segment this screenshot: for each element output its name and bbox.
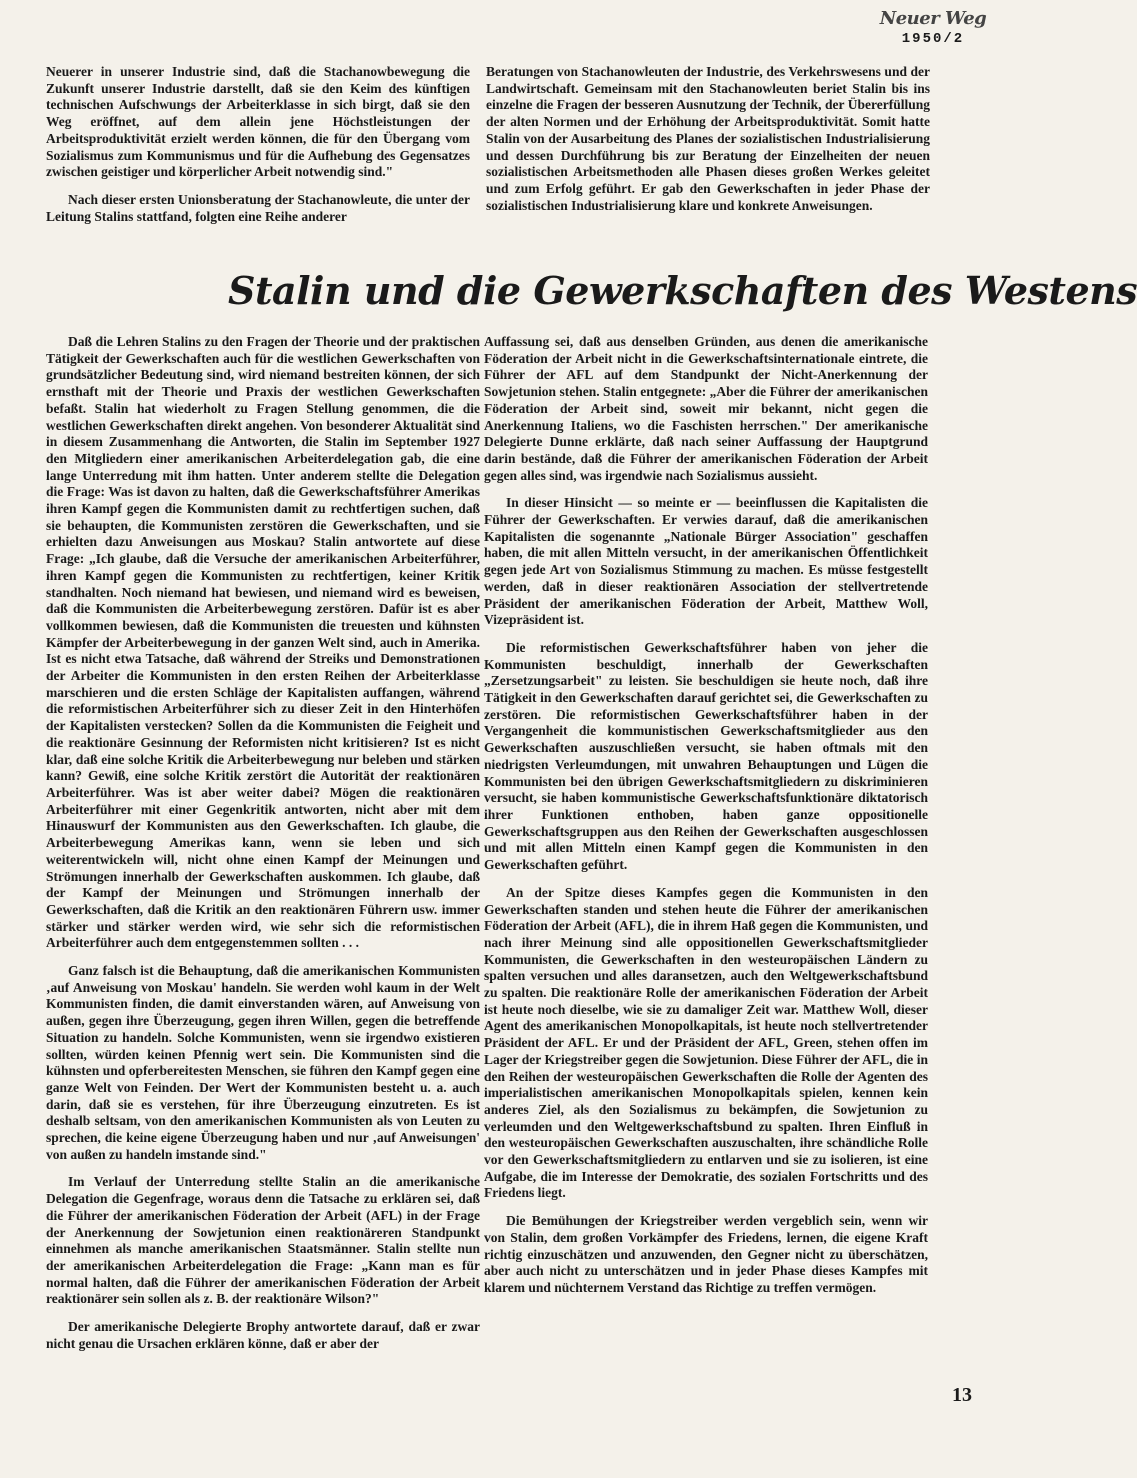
paragraph: Die Bemühungen der Kriegstreiber werden vergeblich sein, wenn wir von Stalin, dem großen Vorkämpfer des Friedens, lernen, die eigene Kraft richtig einzuschätzen und anzuwenden, den Gegner nicht zu überschätzen, aber auch nicht zu unterschätzen und in jeder Phase dieses Kampfes mit klarem und nüchternem Verstand das Richtige zu treffen vermögen.: [484, 1213, 928, 1295]
top-right-column: [486, 64, 930, 225]
paragraph: Auffassung sei, daß aus denselben Gründen, aus denen die amerikanische Föderation der Arbeit nicht in die Gewerkschaftsinternationale eintrete, die Führer der AFL auf dem Standpunkt der Nicht-Anerkennung der Sowjetunion stehen. Stalin entgegnete: „Aber die Führer der amerikanischen Föderation der Arbeit sind, soweit mir bekannt, nicht gegen die Anerkennung Italiens, wo die Faschisten herrschen." Der amerikanische Delegierte Dunne erklärte, daß nach seiner Auffassung der Hauptgrund darin bestände, daß die Führer der amerikanischen Föderation der Arbeit gegen alles sind, was irgendwie nach Sozialismus aussieht.: [484, 334, 928, 483]
paragraph: Die reformistischen Gewerkschaftsführer haben von jeher die Kommunisten beschuldigt, innerhalb der Gewerkschaften „Zersetzungsarbeit" zu leisten. Sie beschuldigen sie heute noch, daß ihre Tätigkeit in den Gewerkschaften darauf gerichtet sei, die Gewerkschaften zu zerstören. Die reformistischen Gewerkschaftsführer haben in der Vergangenheit die kommunistischen Gewerkschaftsmitglieder aus den Gewerkschaften auszuschließen versucht, sie haben oftmals mit den niedrigsten Verleumdungen, mit unwahren Behauptungen und Lügen die Kommunisten bei den übrigen Gewerkschaftsmitgliedern zu diskriminieren versucht, sie haben kommunistische Gewerkschaftsfunktionäre diktatorisch ihrer Funktionen enthoben, haben ganze oppositionelle Gewerkschaftsgruppen aus den Reihen der Gewerkschaften ausgeschlossen und mit allen Mitteln einen Kampf gegen die Kommunisten in den Gewerkschaften geführt.: [484, 639, 928, 873]
paragraph: Im Verlauf der Unterredung stellte Stalin an die amerikanische Delegation die Gegenfrage, woraus denn die Tatsache zu erklären sei, daß die Führer der amerikanischen Föderation der Arbeit (AFL) in der Frage der Anerkennung der Sowjetunion einen reaktionäreren Standpunkt einnehmen als manche amerikanischen Staatsmänner. Stalin stellte nun der amerikanischen Arbeiterdelegation die Frage: „Kann man es für normal halten, daß die Führer der amerikanischen Föderation der Arbeit reaktionärer sein sollen als z. B. der reaktionäre Wilson?": [46, 1174, 480, 1307]
main-left-column: [46, 334, 480, 1363]
paragraph: Ganz falsch ist die Behauptung, daß die amerikanischen Kommunisten ‚auf Anweisung von Moskau' handeln. Sie werden wohl kaum in der Welt Kommunisten finden, die damit einverstanden wären, auf Anweisung von außen, gegen ihre Überzeugung, gegen ihren Willen, gegen die betreffende Situation zu handeln. Solche Kommunisten, wenn sie irgendwo existieren sollten, würden keinen Pfennig wert sein. Die Kommunisten sind die kühnsten und opferbereitesten Menschen, sie führen den Kampf gegen eine ganze Welt von Feinden. Der Wert der Kommunisten besteht u. a. auch darin, daß sie es verstehen, für ihre Überzeugung einzutreten. Es ist deshalb seltsam, von den amerikanischen Kommunisten als von Leuten zu sprechen, die keine eigene Überzeugung haben und nur ‚auf Anweisungen' von außen zu handeln imstande sind.": [46, 963, 480, 1162]
main-right-column: [484, 334, 928, 1308]
paragraph: Daß die Lehren Stalins zu den Fragen der Theorie und der praktischen Tätigkeit der Gewerkschaften auch für die westlichen Gewerkschaften von grundsätzlicher Bedeutung sind, wird niemand bestreiten können, der sich ernsthaft mit der Theorie und Praxis der westlichen Gewerkschaften befaßt. Stalin hat wiederholt zu Fragen Stellung genommen, die die westlichen Gewerkschaften direkt angehen. Von besonderer Aktualität sind in diesem Zusammenhang die Antworten, die Stalin im September 1927 den Mitgliedern einer amerikanischen Arbeiterdelegation gab, die eine lange Unterredung mit ihm hatten. Unter anderem stellte die Delegation die Frage: Was ist davon zu halten, daß die Gewerkschaftsführer Amerikas ihren Kampf gegen die Kommunisten damit zu rechtfertigen suchen, daß sie behaupten, die Kommunisten zerstören die Gewerkschaften, und sie erhielten dazu Anweisungen aus Moskau? Stalin antwortete auf diese Frage: „Ich glaube, daß die Versuche der amerikanischen Arbeiterführer, ihren Kampf gegen die Kommunisten zu rechtfertigen, keiner Kritik standhalten. Noch niemand hat bewiesen, und niemand wird es beweisen, daß die Kommunisten die Arbeiterbewegung zerstören. Dafür ist es aber vollkommen bewiesen, daß die Kommunisten die treuesten und kühnsten Kämpfer der Arbeiterbewegung in der ganzen Welt sind, auch in Amerika. Ist es nicht etwa Tatsache, daß während der Streiks und Demonstrationen der Arbeiter die Kommunisten in den ersten Reihen der Arbeiterklasse marschieren und die ersten Schläge der Kapitalisten auffangen, während die reformistischen Arbeiterführer sich zu dieser Zeit in den Hinterhöfen der Kapitalisten verstecken? Sollen da die Kommunisten die Feigheit und die reaktionäre Gesinnung der Reformisten nicht kritisieren? Ist es nicht klar, daß eine solche Kritik die Arbeiterbewegung nur beleben und stärken kann? Gewiß, eine solche Kritik zerstört die Autorität der reaktionären Arbeiterführer. Was ist aber weiter dabei? Mögen die reaktionären Arbeiterführer mit einer Gegenkritik antworten, nicht aber mit dem Hinauswurf der Kommunisten aus den Gewerkschaften. Ich glaube, die Arbeiterbewegung Amerikas kann, wenn sie leben und sich weiterentwickeln will, nicht ohne einen Kampf der Meinungen und Strömungen innerhalb der Gewerkschaften auskommen. Ich glaube, daß der Kampf der Meinungen und Strömungen innerhalb der Gewerkschaften, daß die Kritik an den reaktionären Führern usw. immer stärker und stärker werden wird, wie sehr sich die reformistischen Arbeiterführer auch dem entgegenstemmen sollten . . .: [46, 334, 480, 951]
paragraph: In dieser Hinsicht — so meinte er — beeinflussen die Kapitalisten die Führer der Gewerkschaften. Er verwies darauf, daß die amerikanischen Kapitalisten die sogenannte „Nationale Bürger Association" geschaffen haben, die mit allen Mitteln versucht, in der amerikanischen Öffentlichkeit gegen jede Art von Sozialismus Stimmung zu machen. Es müsse festgestellt werden, daß in dieser reaktionären Association der stellvertretende Präsident der amerikanischen Föderation der Arbeit, Matthew Woll, Vizepräsident ist.: [484, 495, 928, 628]
page-number: 13: [952, 1384, 972, 1406]
top-left-column: [46, 64, 470, 236]
paragraph: Neuerer in unserer Industrie sind, daß die Stachanowbewegung die Zukunft unserer Industrie darstellt, daß sie den Keim des künftigen technischen Aufschwungs der Arbeiterklasse in sich birgt, daß sie den Weg eröffnet, auf dem allein jene Höchstleistungen der Arbeitsproduktivität erzielt werden können, die für den Übergang vom Sozialismus zum Kommunismus und für die Aufhebung des Gegensatzes zwischen geistiger und körperlicher Arbeit notwendig sind.": [46, 64, 470, 180]
article-headline: Stalin und die Gewerkschaften des Westens: [228, 268, 1137, 313]
paragraph: Beratungen von Stachanowleuten der Industrie, des Verkehrswesens und der Landwirtschaft. Gemeinsam mit den Stachanowleuten beriet Stalin bis ins einzelne die Fragen der besseren Ausnutzung der Technik, der Übererfüllung der alten Normen und der Erhöhung der Arbeitsproduktivität. Somit hatte Stalin von der Ausarbeitung des Planes der sozialistischen Industrialisierung und dessen Durchführung bis zur Beratung der Einzelheiten der neuen sozialistischen Arbeitsmethoden alle Phasen dieses großen Werkes geleitet und zum Erfolg geführt. Er gab den Gewerkschaften in jeder Phase der sozialistischen Industrialisierung klare und konkrete Anweisungen.: [486, 64, 930, 213]
masthead: [878, 8, 988, 47]
paragraph: An der Spitze dieses Kampfes gegen die Kommunisten in den Gewerkschaften standen und stehen heute die Führer der amerikanischen Föderation der Arbeit (AFL), die in ihrem Haß gegen die Kommunisten, und nach ihrer Meinung sind alle oppositionellen Gewerkschaftsmitglieder Kommunisten, die Gewerkschaften in den westeuropäischen Ländern zu spalten versuchen und alles daransetzen, auch den Weltgewerkschaftsbund zu spalten. Die reaktionäre Rolle der amerikanischen Föderation der Arbeit ist heute noch dieselbe, wie sie zu damaliger Zeit war. Matthew Woll, dieser Agent des amerikanischen Monopolkapitals, ist heute noch stellvertretender Präsident der AFL. Er und der Präsident der AFL, Green, stehen offen im Lager der Kriegstreiber gegen die Sowjetunion. Diese Führer der AFL, die in den Reihen der westeuropäischen Gewerkschaften die Rolle der Agenten des imperialistischen amerikanischen Monopolkapitals spielen, kennen kein anderes Ziel, als den Sozialismus zu bekämpfen, die Sowjetunion zu verleumden und den Weltgewerkschaftsbund zu spalten. Ihren Einfluß in den westeuropäischen Gewerkschaften auszuschalten, ihre schändliche Rolle vor den Gewerkschaftsmitgliedern zu entlarven und sie zu isolieren, ist eine Aufgabe, die im Interesse der Demokratie, des sozialen Fortschritts und des Friedens liegt.: [484, 884, 928, 1201]
paragraph: Nach dieser ersten Unionsberatung der Stachanowleute, die unter der Leitung Stalins stattfand, folgten eine Reihe anderer: [46, 191, 470, 224]
masthead-logo: Neuer Weg: [879, 8, 987, 29]
issue-number: 1950/2: [901, 31, 965, 47]
paragraph: Der amerikanische Delegierte Brophy antwortete darauf, daß er zwar nicht genau die Ursachen erklären könne, daß er aber der: [46, 1319, 480, 1351]
